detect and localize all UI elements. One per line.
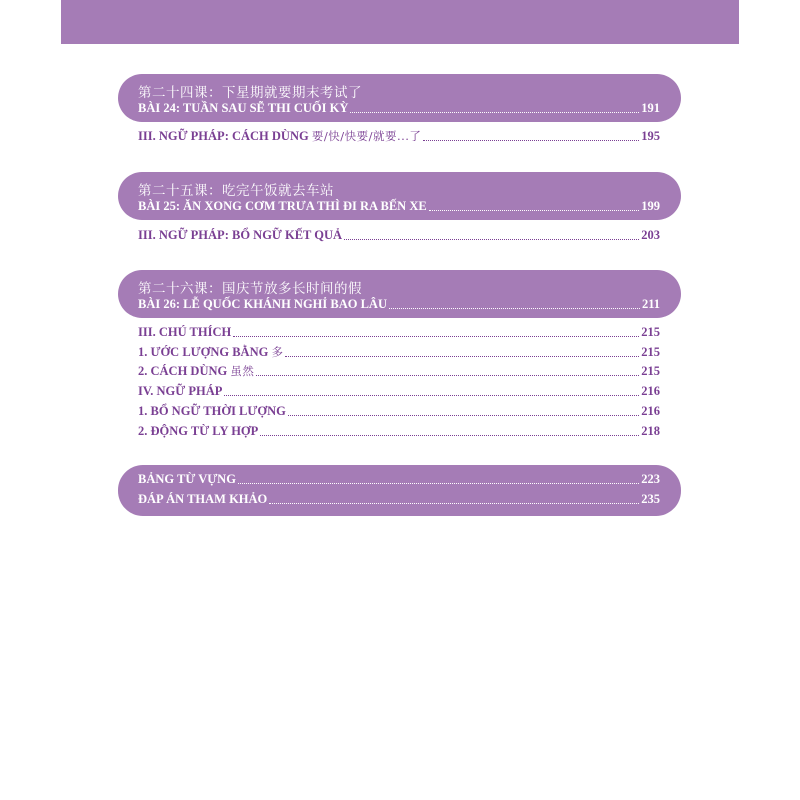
- toc-entry-notes[interactable]: [138, 323, 660, 341]
- lesson-24-chinese-title: 第二十四课：下星期就要期末考试了: [138, 85, 362, 101]
- toc-entry-label: III. CHÚ THÍCH: [138, 325, 232, 339]
- toc-entry-label: ĐÁP ÁN THAM KHẢO: [138, 492, 268, 506]
- toc-entry-grammar-26[interactable]: [138, 382, 660, 400]
- toc-entry-label: IV. NGỮ PHÁP: [138, 384, 223, 398]
- toc-entry-lesson-25[interactable]: [138, 197, 660, 215]
- toc-entry-vocabulary[interactable]: [138, 470, 660, 488]
- leader-dots: [224, 395, 639, 396]
- leader-dots: [256, 375, 639, 376]
- lesson-25-chinese-title: 第二十五课：吃完午饭就去车站: [138, 183, 334, 199]
- toc-entry-answer-key[interactable]: [138, 490, 660, 508]
- toc-entry-label: BÀI 26: LỄ QUỐC KHÁNH NGHỈ BAO LÂU: [138, 297, 387, 311]
- leader-dots: [285, 356, 639, 357]
- toc-entry-label: 2. CÁCH DÙNG 虽然: [138, 364, 255, 378]
- lesson-26-chinese-title: 第二十六课：国庆节放多长时间的假: [138, 281, 362, 297]
- header-band: [61, 0, 739, 44]
- leader-dots: [350, 112, 639, 113]
- toc-entry-label: 2. ĐỘNG TỪ LY HỢP: [138, 424, 259, 438]
- toc-entry-label: BÀI 24: TUẦN SAU SẼ THI CUỐI KỲ: [138, 101, 349, 115]
- toc-entry-label: III. NGỮ PHÁP: CÁCH DÙNG 要/快/快要/就要...了: [138, 129, 422, 143]
- leader-dots: [269, 503, 639, 504]
- toc-entry-label: BÀI 25: ĂN XONG CƠM TRƯA THÌ ĐI RA BẾN XE: [138, 199, 427, 213]
- leader-dots: [389, 308, 640, 309]
- page-number: 218: [641, 424, 660, 438]
- page-number: 215: [641, 325, 660, 339]
- page-number: 215: [641, 345, 660, 359]
- leader-dots: [238, 483, 639, 484]
- page-number: 191: [641, 101, 660, 115]
- leader-dots: [344, 239, 639, 240]
- toc-entry-grammar-25[interactable]: [138, 226, 660, 244]
- toc-entry-grammar-24[interactable]: [138, 127, 660, 145]
- leader-dots: [423, 140, 639, 141]
- toc-entry-label: III. NGỮ PHÁP: BỔ NGỮ KẾT QUẢ: [138, 228, 343, 242]
- page-number: 195: [641, 129, 660, 143]
- page-number: 223: [641, 472, 660, 486]
- toc-entry-label: BẢNG TỪ VỰNG: [138, 472, 236, 486]
- toc-entry-lesson-26[interactable]: [138, 295, 660, 313]
- toc-entry-usage[interactable]: [138, 362, 660, 380]
- leader-dots: [260, 435, 639, 436]
- leader-dots: [288, 415, 639, 416]
- toc-entry-separable-verbs[interactable]: [138, 422, 660, 440]
- page-number: 215: [641, 364, 660, 378]
- page-number: 199: [641, 199, 660, 213]
- toc-entry-label: 1. ƯỚC LƯỢNG BẰNG 多: [138, 345, 284, 359]
- page-number: 203: [641, 228, 660, 242]
- page-number: 216: [641, 384, 660, 398]
- toc-entry-lesson-24[interactable]: [138, 99, 660, 117]
- toc-entry-duration-complement[interactable]: [138, 402, 660, 420]
- page-number: 211: [641, 297, 660, 311]
- leader-dots: [233, 336, 639, 337]
- leader-dots: [429, 210, 640, 211]
- page-number: 235: [641, 492, 660, 506]
- page-number: 216: [641, 404, 660, 418]
- toc-entry-label: 1. BỔ NGỮ THỜI LƯỢNG: [138, 404, 286, 418]
- toc-entry-estimate[interactable]: [138, 343, 660, 361]
